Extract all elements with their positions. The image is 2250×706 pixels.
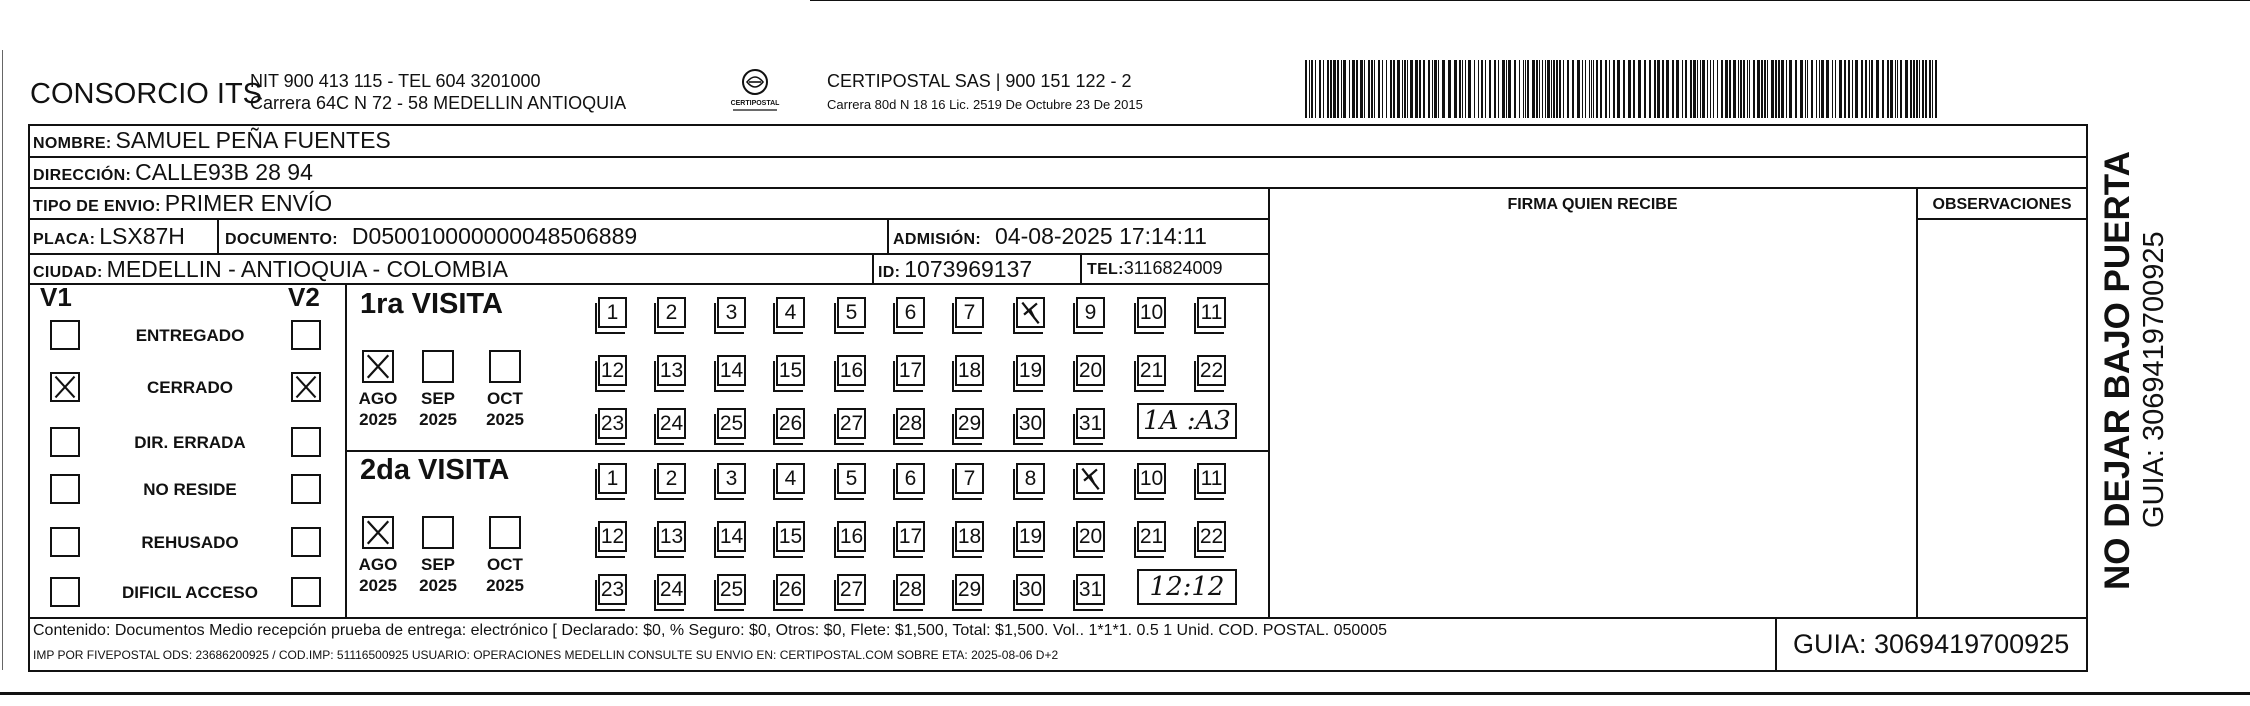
day-box[interactable]: 14 — [717, 521, 746, 552]
day-box[interactable] — [1016, 297, 1045, 328]
form-line — [28, 617, 2086, 619]
visit-time: 1A :A3 — [1137, 403, 1237, 439]
month-label: AGO — [358, 555, 398, 574]
day-box[interactable]: 26 — [776, 408, 805, 439]
contenido-text: Contenido: Documentos Medio recepción prueba de entrega: electrónico [ Declarado: $0, % Seguro: $0, Otros: $0, Flete: $1,500, Total: $1,500. Vol.. 1*1*1. 0.5 1 Unid. COD. POSTAL. 050005 — [33, 622, 1387, 639]
v2-status-checkbox[interactable] — [291, 577, 321, 607]
direccion-field — [33, 159, 313, 186]
form-line — [28, 124, 30, 672]
direccion-value: CALLE93B 28 94 — [135, 159, 313, 185]
form-line — [345, 283, 347, 619]
ciudad-label: CIUDAD: — [33, 264, 103, 281]
day-box[interactable]: 24 — [657, 408, 686, 439]
day-box[interactable]: 22 — [1197, 355, 1226, 386]
month-checkbox[interactable] — [422, 350, 454, 383]
side-guia: GUIA: 3069419700925 — [2138, 231, 2170, 528]
form-line — [28, 670, 2086, 672]
form-line — [1268, 187, 1270, 619]
documento-field — [225, 223, 637, 250]
guia-box: GUIA: 3069419700925 — [1793, 629, 2070, 659]
form-line — [1916, 187, 1918, 619]
month-label: OCT — [487, 389, 523, 408]
form-line — [1775, 617, 1777, 671]
day-box[interactable]: 12 — [598, 355, 627, 386]
day-box[interactable]: 15 — [776, 355, 805, 386]
day-box[interactable]: 27 — [837, 574, 866, 605]
day-box[interactable]: 7 — [955, 463, 984, 494]
month-year: 2025 — [419, 576, 457, 595]
v1-status-checkbox[interactable] — [50, 320, 80, 350]
status-label: DIFICIL ACCESO — [121, 583, 258, 602]
month-year: 2025 — [359, 410, 397, 429]
v1-status-checkbox[interactable] — [50, 577, 80, 607]
documento-value: D050010000000048506889 — [351, 223, 638, 249]
ciudad-value: MEDELLIN - ANTIOQUIA - COLOMBIA — [106, 256, 508, 282]
imp-text: IMP POR FIVEPOSTAL ODS: 23686200925 / COD.IMP: 51116500925 USUARIO: OPERACIONES MEDELLIN CONSULTE SU ENVIO EN: CERTIPOSTAL.COM SOBRE ETA: 2025-08-06 D+2 — [33, 648, 1059, 662]
day-box[interactable]: 28 — [896, 408, 925, 439]
day-box[interactable]: 6 — [896, 297, 925, 328]
status-label: CERRADO — [147, 378, 233, 397]
certipostal-logo — [725, 64, 785, 116]
month-label: SEP — [420, 555, 456, 574]
day-box[interactable]: 18 — [955, 355, 984, 386]
day-box[interactable]: 13 — [657, 355, 686, 386]
status-label: NO RESIDE — [143, 480, 237, 499]
v2-status-checkbox[interactable] — [291, 474, 321, 504]
day-box[interactable]: 19 — [1016, 355, 1045, 386]
day-box[interactable]: 25 — [717, 574, 746, 605]
top-edge-line — [810, 0, 2250, 1]
day-box[interactable]: 15 — [776, 521, 805, 552]
form-line — [28, 156, 2086, 158]
day-box[interactable]: 30 — [1016, 574, 1045, 605]
courier-info-line1: CERTIPOSTAL SAS | 900 151 122 - 2 — [827, 71, 1132, 91]
visit-time: 12:12 — [1137, 569, 1237, 605]
day-box[interactable]: 21 — [1137, 521, 1166, 552]
company-name: CONSORCIO ITS — [30, 78, 263, 110]
id-field — [878, 256, 1032, 283]
logo-caption: CERTIPOSTAL — [730, 100, 780, 107]
day-box[interactable]: 11 — [1197, 463, 1226, 494]
admision-label: ADMISIÓN: — [893, 231, 982, 248]
documento-label: DOCUMENTO: — [225, 231, 338, 248]
visit-title: 1ra VISITA — [360, 288, 503, 320]
day-box[interactable]: 11 — [1197, 297, 1226, 328]
form-line — [345, 450, 1269, 452]
day-box[interactable]: 24 — [657, 574, 686, 605]
form-line — [28, 124, 2086, 126]
admision-field — [893, 223, 1207, 250]
id-value: 1073969137 — [904, 256, 1033, 282]
day-box[interactable]: 25 — [717, 408, 746, 439]
placa-field — [33, 223, 185, 250]
day-box[interactable]: 30 — [1016, 408, 1045, 439]
day-box[interactable]: 5 — [837, 297, 866, 328]
direccion-label: DIRECCIÓN: — [33, 167, 132, 184]
tipo-envio-value: PRIMER ENVÍO — [164, 190, 333, 216]
nombre-field — [33, 127, 391, 154]
form-line — [28, 283, 1269, 285]
month-year: 2025 — [486, 410, 524, 429]
month-year: 2025 — [486, 576, 524, 595]
month-checkbox[interactable] — [362, 516, 394, 549]
day-box[interactable]: 18 — [955, 521, 984, 552]
month-year: 2025 — [419, 410, 457, 429]
day-box[interactable] — [1076, 463, 1105, 494]
side-warning: NO DEJAR BAJO PUERTA — [2098, 151, 2137, 590]
id-label: ID: — [878, 264, 901, 281]
form-line — [28, 253, 1269, 255]
placa-label: PLACA: — [33, 231, 96, 248]
form-line — [28, 218, 1269, 220]
v2-status-checkbox[interactable] — [291, 527, 321, 557]
day-box[interactable]: 2 — [657, 297, 686, 328]
day-box[interactable]: 10 — [1137, 463, 1166, 494]
day-box[interactable]: 22 — [1197, 521, 1226, 552]
day-box[interactable]: 28 — [896, 574, 925, 605]
month-label: SEP — [420, 389, 456, 408]
form-line — [217, 218, 219, 254]
day-box[interactable]: 13 — [657, 521, 686, 552]
v2-status-checkbox[interactable] — [291, 372, 321, 402]
form-line — [28, 187, 2086, 189]
day-box[interactable]: 29 — [955, 574, 984, 605]
form-line — [2086, 124, 2088, 672]
day-box[interactable]: 17 — [896, 521, 925, 552]
day-box[interactable]: 2 — [657, 463, 686, 494]
status-label: DIR. ERRADA — [134, 433, 246, 452]
barcode — [1305, 60, 1941, 118]
day-box[interactable]: 6 — [896, 463, 925, 494]
month-checkbox[interactable] — [489, 516, 521, 549]
placa-value: LSX87H — [99, 223, 185, 249]
day-box[interactable]: 16 — [837, 521, 866, 552]
day-box[interactable]: 8 — [1016, 463, 1045, 494]
month-year: 2025 — [359, 576, 397, 595]
tipo-envio-label: TIPO DE ENVIO: — [33, 198, 161, 215]
observaciones-header: OBSERVACIONES — [1932, 196, 2072, 213]
ciudad-field — [33, 256, 508, 283]
month-checkbox[interactable] — [489, 350, 521, 383]
day-box[interactable]: 27 — [837, 408, 866, 439]
v1-status-checkbox[interactable] — [50, 527, 80, 557]
v2-header: V2 — [288, 282, 320, 312]
v2-status-checkbox[interactable] — [291, 320, 321, 350]
nombre-value: SAMUEL PEÑA FUENTES — [115, 127, 391, 153]
day-box[interactable]: 20 — [1076, 355, 1105, 386]
v1-header: V1 — [40, 282, 72, 312]
nombre-label: NOMBRE: — [33, 135, 112, 152]
day-box[interactable]: 29 — [955, 408, 984, 439]
form-line — [1080, 253, 1082, 284]
month-checkbox[interactable] — [422, 516, 454, 549]
tel-field — [1087, 258, 1223, 279]
firma-header: FIRMA QUIEN RECIBE — [1507, 196, 1678, 213]
day-box[interactable]: 20 — [1076, 521, 1105, 552]
day-box[interactable]: 12 — [598, 521, 627, 552]
day-box[interactable]: 16 — [837, 355, 866, 386]
form-line — [872, 253, 874, 284]
day-box[interactable]: 7 — [955, 297, 984, 328]
v1-status-checkbox[interactable] — [50, 427, 80, 457]
day-box[interactable]: 19 — [1016, 521, 1045, 552]
month-label: OCT — [487, 555, 523, 574]
day-box[interactable]: 21 — [1137, 355, 1166, 386]
form-line — [887, 218, 889, 254]
company-info-line2: Carrera 64C N 72 - 58 MEDELLIN ANTIOQUIA — [250, 93, 627, 113]
v1-status-checkbox[interactable] — [50, 372, 80, 402]
day-box[interactable]: 23 — [598, 408, 627, 439]
v1-status-checkbox[interactable] — [50, 474, 80, 504]
day-box[interactable]: 23 — [598, 574, 627, 605]
admision-value: 04-08-2025 17:14:11 — [995, 223, 1207, 249]
month-checkbox[interactable] — [362, 350, 394, 383]
day-box[interactable]: 1 — [598, 297, 627, 328]
day-box[interactable]: 4 — [776, 463, 805, 494]
day-box[interactable]: 5 — [837, 463, 866, 494]
day-box[interactable]: 26 — [776, 574, 805, 605]
tipo-envio-field — [33, 190, 332, 217]
form-line — [1916, 218, 2086, 220]
day-box[interactable]: 4 — [776, 297, 805, 328]
status-label: REHUSADO — [141, 533, 239, 552]
day-box[interactable]: 9 — [1076, 297, 1105, 328]
day-box[interactable]: 31 — [1076, 408, 1105, 439]
day-box[interactable]: 3 — [717, 297, 746, 328]
courier-info-line2: Carrera 80d N 18 16 Lic. 2519 De Octubre 23 De 2015 — [827, 97, 1143, 112]
left-edge-line — [2, 50, 3, 670]
company-info-line1: NIT 900 413 115 - TEL 604 3201000 — [250, 71, 541, 91]
status-label: ENTREGADO — [135, 326, 245, 345]
v2-status-checkbox[interactable] — [291, 427, 321, 457]
day-box[interactable]: 14 — [717, 355, 746, 386]
visit-title: 2da VISITA — [360, 454, 510, 486]
day-box[interactable]: 3 — [717, 463, 746, 494]
day-box[interactable]: 10 — [1137, 297, 1166, 328]
day-box[interactable]: 31 — [1076, 574, 1105, 605]
day-box[interactable]: 1 — [598, 463, 627, 494]
tel-label: TEL: — [1087, 261, 1124, 278]
bottom-edge-line — [0, 692, 2250, 695]
day-box[interactable]: 17 — [896, 355, 925, 386]
month-label: AGO — [358, 389, 398, 408]
tel-value: 3116824009 — [1123, 258, 1223, 278]
